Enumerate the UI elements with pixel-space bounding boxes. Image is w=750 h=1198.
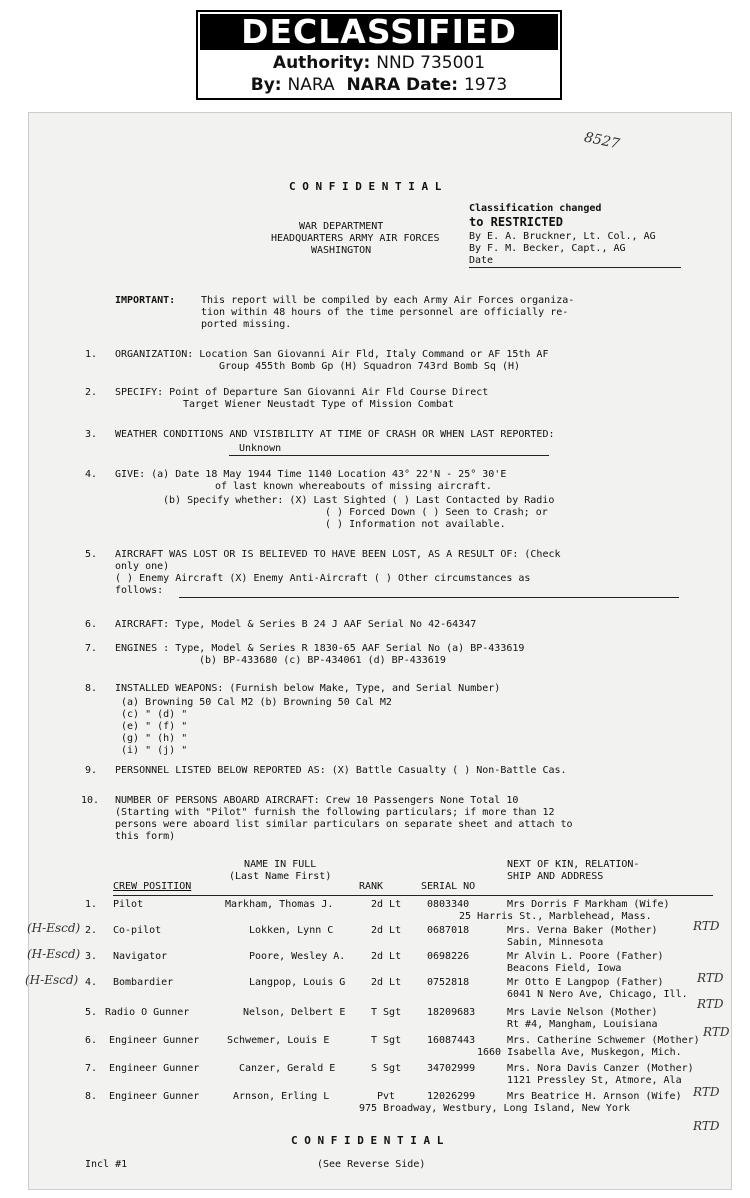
item-number: 3. — [85, 429, 98, 440]
item-line: (c) " (d) " — [121, 709, 188, 720]
stamp-by: By: NARA NARA Date: 1973 — [250, 75, 508, 95]
item-number: 10. — [81, 795, 100, 806]
important-line-2: tion within 48 hours of the time personnel are officially re- — [201, 307, 569, 318]
crew-header-kin: NEXT OF KIN, RELATION- SHIP AND ADDRESS — [507, 859, 640, 882]
item-line: GIVE: (a) Date 18 May 1944 Time 1140 Location 43° 22'N - 25° 30'E — [115, 469, 507, 480]
item-line: ENGINES : Type, Model & Series R 1830-65 AAF Serial No (a) BP-433619 — [115, 643, 525, 654]
item-line: AIRCRAFT: Type, Model & Series B 24 J AAF Serial No 42-64347 — [115, 619, 477, 630]
stamp-title: DECLASSIFIED — [200, 14, 558, 50]
item-line: Target Wiener Neustadt Type of Mission Combat — [183, 399, 454, 410]
item-line: (e) " (f) " — [121, 721, 188, 732]
reclass-line-2: to RESTRICTED — [469, 215, 563, 229]
item-line: of last known whereabouts of missing aircraft. — [215, 481, 492, 492]
important-line-1: This report will be compiled by each Army Air Forces organiza- — [201, 295, 575, 306]
item-line: Unknown — [239, 443, 282, 454]
item-line: ( ) Forced Down ( ) Seen to Crash; or — [325, 507, 548, 518]
item-number: 2. — [85, 387, 98, 398]
item-number: 1. — [85, 349, 98, 360]
declassified-stamp — [196, 10, 562, 100]
important-line-3: ported missing. — [201, 319, 292, 330]
item-line: (g) " (h) " — [121, 733, 188, 744]
item-number: 7. — [85, 643, 98, 654]
stamp-authority: Authority: NND 735001 — [272, 53, 486, 73]
item-line: NUMBER OF PERSONS ABOARD AIRCRAFT: Crew 10 Passengers None Total 10 — [115, 795, 519, 806]
reclass-line-1: Classification changed — [469, 203, 602, 214]
missing-air-crew-report-page: C O N F I D E N T I A L 8527 WAR DEPARTMENT HEADQUARTERS ARMY AIR FORCES WASHINGTON Classification changed to RESTRICTED By E. A. Bruckner, Lt. Col., AG By F. M. Becker, Capt., AG Date IMPORTANT: This report will be compiled by each Army Air Forces organiza- tion within 48 hours of the time personnel are officially re- ported missing. 1. ORGANIZATION: Location San Giovanni Air Fld, Italy Command or AF 15th AF Group 455th Bomb Gp (H) Squadron 743rd Bomb Sq (H) 2. SPECIFY: Point of Departure San Giovanni Air Fld Course Direct Target Wiener Neustadt Type of Mission Combat 3. WEATHER CONDITIONS AND VISIBILITY AT TIME OF CRASH OR WHEN LAST REPORTED: Unknown 4. GIVE: (a) Date 18 May 1944 Time 1140 Location 43° 22'N - 25° 30'E of last known whereabouts of missing aircraft. (b) Specify whether: (X) Last Sighted ( ) Last Contacted by Radio ( ) Forced Down ( ) Seen to Crash; or ( ) Information not available. 5. AIRCRAFT WAS LOST OR IS BELIEVED TO HAVE BEEN LOST, AS A RESULT OF: (Check only one) ( ) Enemy Aircraft (X) Enemy Anti-Aircraft ( ) Other circumstances as follows: 6. AIRCRAFT: Type, Model & Series B 24 J AAF Serial No 42-64347 7. ENGINES : Type, Model & Series R 1830-65 AAF Serial No (a) BP-433619 (b) BP-433680 (c) BP-434061 (d) BP-433619 8. INSTALLED WEAPONS: (Furnish below Make, Type, and Serial Number) (a) Browning 50 Cal M2 (b) Browning 50 Cal M2 (c) " (d) " (e) " (f) " (g) " (h) " (i) " (j) " 9. PERSONNEL LISTED BELOW REPORTED AS: (X) Battle Casualty ( ) Non-Battle Cas. 10. NUMBER OF PERSONS ABOARD AIRCRAFT: Crew 10 Passengers None Total 10 (Starting with "Pilot" furnish the following particulars; if more than 12 persons were aboard list similar particulars on separate sheet and attach to this form) CREW POSITION NAME IN FULL (Last Name First) RANK SERIAL NO NEXT OF KIN, RELATION- SHIP AND ADDRESS 1. Pilot Markham, Thomas J. 2d Lt 0803340 Mrs Dorris F Markham (Wife) 25 Harris St., Marblehead, Mass. (H-Escd) 2. Co-pilot Lokken, Lynn C 2d Lt 0687018 Mrs. Verna Baker (Mother) Sabin, Minnesota (H-Escd) 3. Navigator Poore, Wesley A. 2d Lt 0698226 Mr Alvin L. Poore (Father) Beacons Field, Iowa (H-Escd) 4. Bombardier Langpop, Louis G 2d Lt 0752818 Mr Otto E Langpop (Father) 6041 N Nero Ave, Chicago, Ill. 5. Radio O Gunner Nelson, Delbert E T Sgt 18209683 Mrs Lavie Nelson (Mother) Rt #4, Mangham, Louisiana 6. Engineer Gunner Schwemer, Louis E T Sgt 16087443 Mrs. Catherine Schwemer (Mother) 1660 Isabella Ave, Muskegon, Mich. 7. Engineer Gunner Canzer, Gerald E S Sgt 34702999 Mrs. Nora Davis Canzer (Mother) 1121 Pressley St, Atmore, Ala 8. Engineer Gunner Arnson, Erling L Pvt 12026299 Mrs Beatrice H. Arnson (Wife) 975 Broadway, Westbury, Long Island, New York RTD RTD RTD RTD RTD RTD C O N F I D E N T I A L Incl #1 (See Reverse Side) — [28, 112, 732, 1190]
inclosure-label: Incl #1 — [85, 1159, 128, 1170]
crew-header-position: CREW POSITION — [113, 881, 192, 892]
follows-underline — [179, 597, 679, 598]
item-line: (b) BP-433680 (c) BP-434061 (d) BP-433619 — [199, 655, 446, 666]
crew-header-rule — [113, 895, 713, 896]
reclass-line-5: Date — [469, 255, 494, 266]
classification-top: C O N F I D E N T I A L — [289, 180, 442, 193]
reclass-underline — [469, 267, 681, 268]
item-line: this form) — [115, 831, 176, 842]
header-line-3: WASHINGTON — [311, 245, 372, 256]
crew-header-serial: SERIAL NO — [421, 881, 476, 892]
important-label: IMPORTANT: — [115, 295, 176, 306]
item-line: follows: — [115, 585, 164, 596]
item-line: ( ) Information not available. — [325, 519, 506, 530]
rtd-mark: RTD — [693, 1119, 720, 1133]
item-line: only one) — [115, 561, 170, 572]
see-reverse-side: (See Reverse Side) — [317, 1159, 426, 1170]
item-line: SPECIFY: Point of Departure San Giovanni Air Fld Course Direct — [115, 387, 489, 398]
item-line: ( ) Enemy Aircraft (X) Enemy Anti-Aircraft ( ) Other circumstances as — [115, 573, 531, 584]
item-line: INSTALLED WEAPONS: (Furnish below Make, Type, and Serial Number) — [115, 683, 501, 694]
header-line-2: HEADQUARTERS ARMY AIR FORCES — [271, 233, 440, 244]
rtd-mark: RTD — [697, 971, 724, 985]
rtd-mark: RTD — [693, 919, 720, 933]
item-line: (Starting with "Pilot" furnish the following particulars; if more than 12 — [115, 807, 555, 818]
item-number: 8. — [85, 683, 98, 694]
crew-header-rank: RANK — [359, 881, 384, 892]
item-line: WEATHER CONDITIONS AND VISIBILITY AT TIME OF CRASH OR WHEN LAST REPORTED: — [115, 429, 555, 440]
crew-header-name: NAME IN FULL (Last Name First) — [229, 859, 332, 882]
header-line-1: WAR DEPARTMENT — [299, 221, 384, 232]
classification-bottom: C O N F I D E N T I A L — [291, 1134, 444, 1147]
item-line: (b) Specify whether: (X) Last Sighted ( ) Last Contacted by Radio — [163, 495, 555, 506]
item-number: 9. — [85, 765, 98, 776]
item-line: Group 455th Bomb Gp (H) Squadron 743rd Bomb Sq (H) — [219, 361, 521, 372]
item-number: 5. — [85, 549, 98, 560]
item-line: PERSONNEL LISTED BELOW REPORTED AS: (X) Battle Casualty ( ) Non-Battle Cas. — [115, 765, 567, 776]
item-line: ORGANIZATION: Location San Giovanni Air Fld, Italy Command or AF 15th AF — [115, 349, 549, 360]
rtd-mark: RTD — [703, 1025, 730, 1039]
reclass-line-4: By F. M. Becker, Capt., AG — [469, 243, 626, 254]
item-number: 6. — [85, 619, 98, 630]
item-line: (a) Browning 50 Cal M2 (b) Browning 50 Cal M2 — [121, 697, 392, 708]
item-line: persons were aboard list similar particulars on separate sheet and attach to — [115, 819, 573, 830]
item-line: (i) " (j) " — [121, 745, 188, 756]
rtd-mark: RTD — [693, 1085, 720, 1099]
reclass-line-3: By E. A. Bruckner, Lt. Col., AG — [469, 231, 656, 242]
rtd-mark: RTD — [697, 997, 724, 1011]
handwritten-number: 8527 — [582, 129, 621, 153]
weather-underline — [229, 455, 549, 456]
item-number: 4. — [85, 469, 98, 480]
item-line: AIRCRAFT WAS LOST OR IS BELIEVED TO HAVE BEEN LOST, AS A RESULT OF: (Check — [115, 549, 561, 560]
